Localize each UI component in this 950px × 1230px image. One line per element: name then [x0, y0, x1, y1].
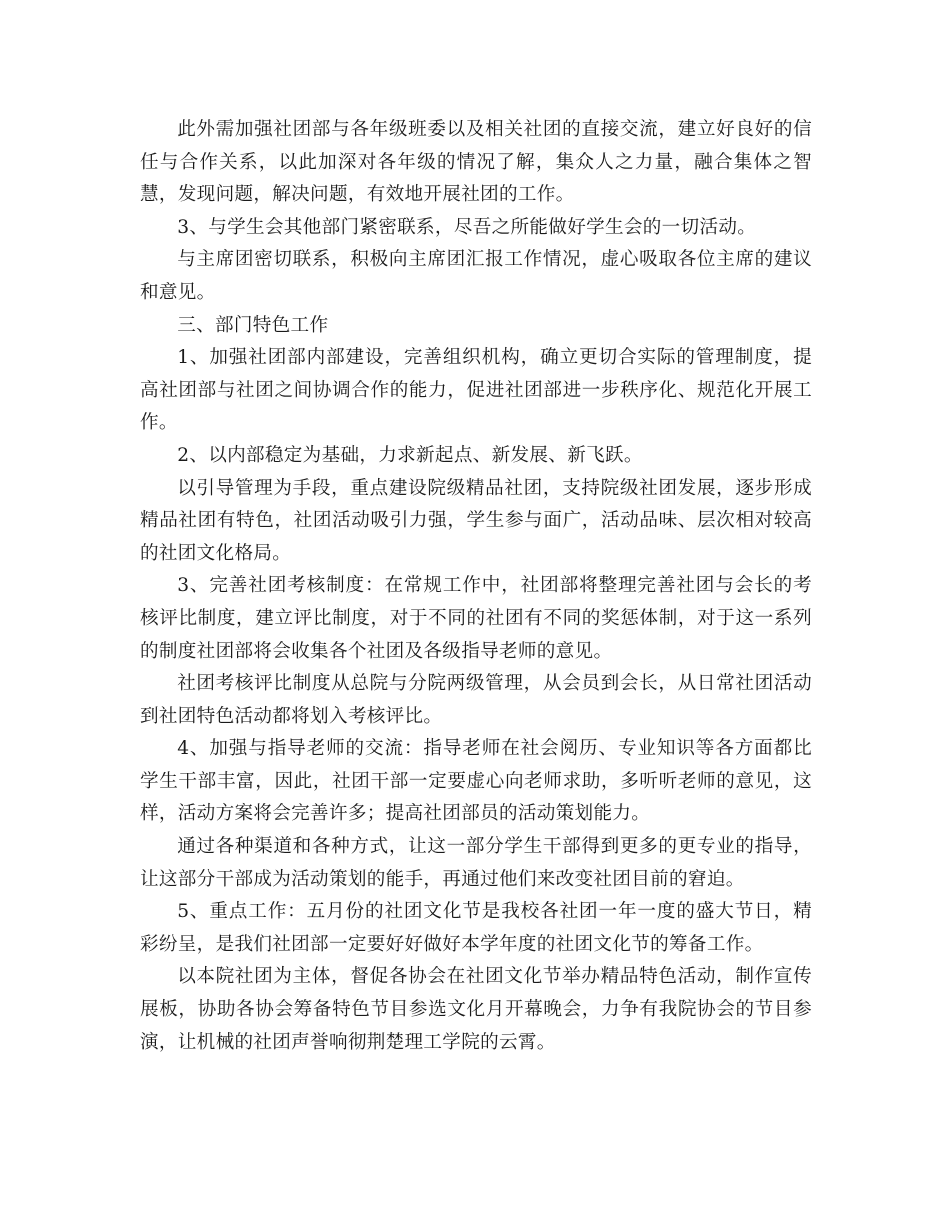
paragraph-13: 以本院社团为主体，督促各协会在社团文化节举办精品特色活动，制作宣传展板，协助各协会筹备特色节目参选文化月开幕晚会，力争有我院协会的节目参演，让机械的社团声誉响彻荆楚理工学院的云霄。: [140, 966, 812, 1053]
document-page: [140, 114, 812, 1059]
paragraph-3: 与主席团密切联系，积极向主席团汇报工作情况，虚心吸取各位主席的建议和意见。: [140, 249, 812, 303]
paragraph-7: 以引导管理为手段，重点建设院级精品社团，支持院级社团发展，逐步形成精品社团有特色，社团活动吸引力强，学生参与面广，活动品味、层次相对较高的社团文化格局。: [140, 477, 812, 564]
paragraph-11: 通过各种渠道和各种方式，让这一部分学生干部得到更多的更专业的指导，让这部分干部成为活动策划的能手，再通过他们来改变社团目前的窘迫。: [140, 836, 812, 890]
section-heading: 三、部门特色工作: [177, 314, 329, 336]
paragraph-12: 5、重点工作：五月份的社团文化节是我校各社团一年一度的盛大节日，精彩纷呈，是我们社团部一定要好好做好本学年度的社团文化节的筹备工作。: [140, 901, 812, 955]
paragraph-8: 3、完善社团考核制度：在常规工作中，社团部将整理完善社团与会长的考核评比制度，建立评比制度，对于不同的社团有不同的奖惩体制，对于这一系列的制度社团部将会收集各个社团及各级指导老师的意见。: [140, 575, 812, 662]
paragraph-2: 3、与学生会其他部门紧密联系，尽吾之所能做好学生会的一切活动。: [177, 216, 757, 238]
paragraph-10: 4、加强与指导老师的交流：指导老师在社会阅历、专业知识等各方面都比学生干部丰富，因此，社团干部一定要虚心向老师求助，多听听老师的意见，这样，活动方案将会完善许多；提高社团部员的活动策划能力。: [140, 738, 812, 825]
paragraph-6: 2、以内部稳定为基础，力求新起点、新发展、新飞跃。: [177, 444, 643, 466]
paragraph-1: 此外需加强社团部与各年级班委以及相关社团的直接交流，建立好良好的信任与合作关系，以此加深对各年级的情况了解，集众人之力量，融合集体之智慧，发现问题，解决问题，有效地开展社团的工作。: [140, 119, 812, 206]
paragraph-9: 社团考核评比制度从总院与分院两级管理，从会员到会长，从日常社团活动到社团特色活动都将划入考核评比。: [140, 673, 812, 727]
paragraph-5: 1、加强社团部内部建设，完善组织机构，确立更切合实际的管理制度，提高社团部与社团之间协调合作的能力，促进社团部进一步秩序化、规范化开展工作。: [140, 347, 812, 434]
